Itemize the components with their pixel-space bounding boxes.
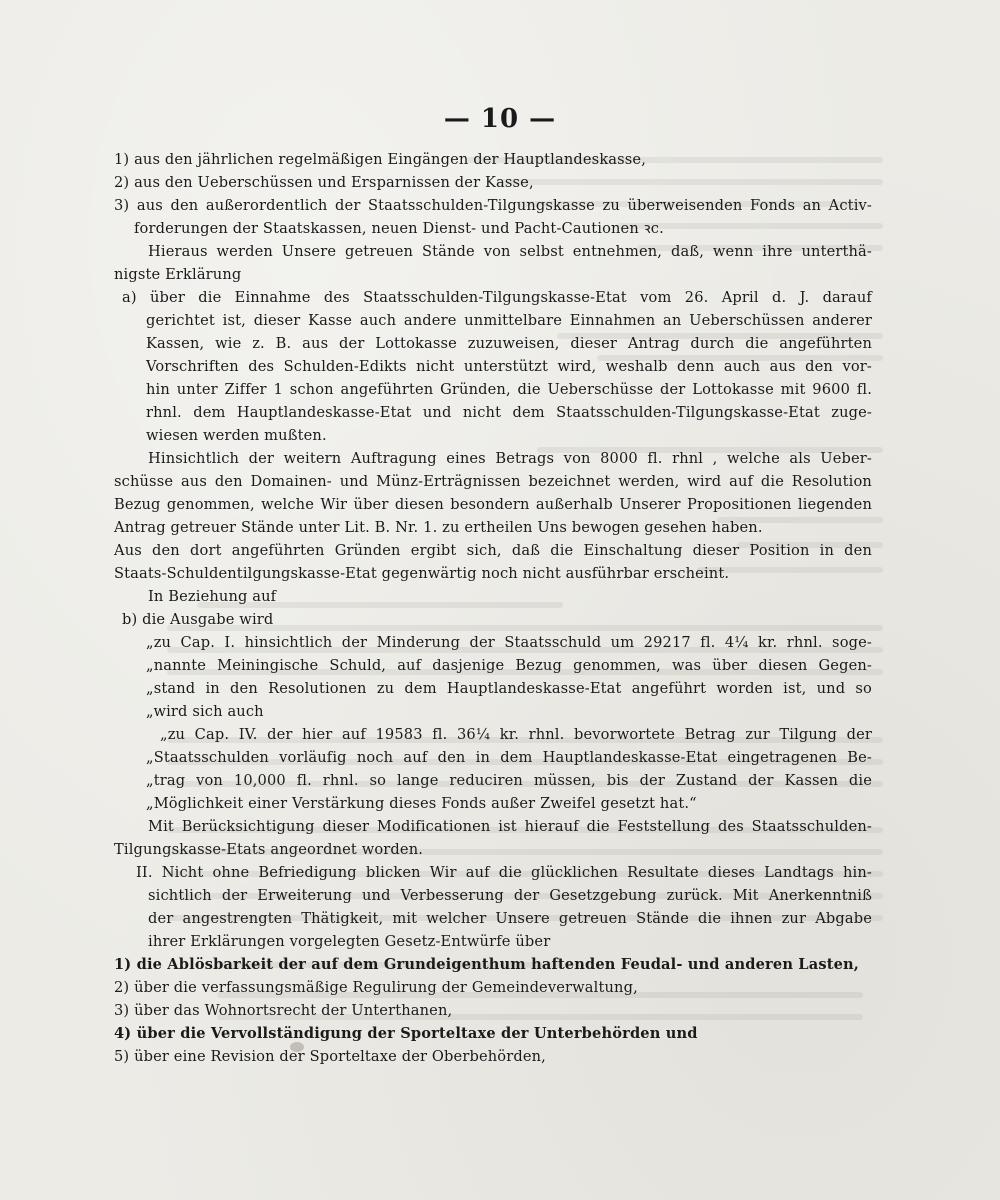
text-line: schüsse aus den Domainen- und Münz-Erträgnissen bezeichnet werden, wird auf die Resolution [114,473,872,490]
text-line: 3) über das Wohnortsrecht der Unterthanen, [114,1002,453,1019]
text-line: nigste Erklärung [114,266,242,283]
text-line: sichtlich der Erweiterung und Verbesserung der Gesetzgebung zurück. Mit Anerkenntniß [148,887,872,904]
text-line: wiesen werden mußten. [146,427,327,444]
page-number: — 10 — [443,104,557,134]
text-line: „trag von 10,000 fl. rhnl. so lange reduciren müssen, bis der Zustand der Kassen die [146,772,872,789]
text-line: „zu Cap. I. hinsichtlich der Minderung der Staatsschuld um 29217 fl. 4¼ kr. rhnl. soge- [146,634,872,651]
text-line: Kassen, wie z. B. aus der Lottokasse zuzuweisen, dieser Antrag durch die angeführten [146,335,872,352]
text-line: gerichtet ist, dieser Kasse auch andere unmittelbare Einnahmen an Ueberschüssen anderer [146,312,872,329]
text-line: a) über die Einnahme des Staatsschulden-Tilgungskasse-Etat vom 26. April d. J. darauf [122,289,872,306]
text-line: „stand in den Resolutionen zu dem Hauptlandeskasse-Etat angeführt worden ist, und so [146,680,872,697]
text-line: 5) über eine Revision der Sporteltaxe der Oberbehörden, [114,1048,546,1065]
text-line: Staats-Schuldentilgungskasse-Etat gegenwärtig noch nicht ausführbar erscheint. [114,565,730,582]
text-line: Antrag getreuer Stände unter Lit. B. Nr. 1. zu ertheilen Uns bewogen gesehen haben. [114,519,763,536]
text-line: 1) aus den jährlichen regelmäßigen Eingängen der Hauptlandeskasse, [114,151,647,168]
text-line: 1) die Ablösbarkeit der auf dem Grundeigenthum haftenden Feudal- und anderen Lasten, [114,956,860,973]
text-line: Hieraus werden Unsere getreuen Stände von selbst entnehmen, daß, wenn ihre unterthä- [148,243,872,260]
text-line: Vorschriften des Schulden-Edikts nicht unterstützt wird, weshalb denn auch aus den vor- [146,358,872,375]
text-line: „wird sich auch [146,703,264,720]
text-line: „Staatsschulden vorläufig noch auf den in dem Hauptlandeskasse-Etat eingetragenen Be- [146,749,872,766]
text-line: 2) aus den Ueberschüssen und Ersparnissen der Kasse, [114,174,534,191]
text-line: Mit Berücksichtigung dieser Modificationen ist hierauf die Feststellung des Staatsschulden- [148,818,872,835]
text-line: ihrer Erklärungen vorgelegten Gesetz-Entwürfe über [148,933,551,950]
text-line: b) die Ausgabe wird [122,611,274,628]
text-line: 4) über die Vervollständigung der Sporteltaxe der Unterbehörden und [114,1025,698,1042]
text-line: 2) über die verfassungsmäßige Regulirung der Gemeindeverwaltung, [114,979,638,996]
text-line: „Möglichkeit einer Verstärkung dieses Fonds außer Zweifel gesetzt hat.“ [146,795,697,812]
text-line: Bezug genommen, welche Wir über diesen besondern außerhalb Unserer Propositionen liegenden [114,496,872,513]
text-line: rhnl. dem Hauptlandeskasse-Etat und nicht dem Staatsschulden-Tilgungskasse-Etat zuge- [146,404,872,421]
text-line: In Beziehung auf [148,588,277,605]
text-line: 3) aus den außerordentlich der Staatsschulden-Tilgungskasse zu überweisenden Fonds an Activ- [114,197,872,214]
text-line: II. Nicht ohne Befriedigung blicken Wir auf die glücklichen Resultate dieses Landtags hin- [136,864,872,881]
text-line: „zu Cap. IV. der hier auf 19583 fl. 36¼ kr. rhnl. bevorwortete Betrag zur Tilgung der [160,726,872,743]
text-line: Hinsichtlich der weitern Auftragung eines Betrags von 8000 fl. rhnl , welche als Ueber- [148,450,872,467]
text-line: der angestrengten Thätigkeit, mit welcher Unsere getreuen Stände die ihnen zur Abgabe [148,910,872,927]
ink-blot [290,1042,304,1052]
text-line: forderungen der Staatskassen, neuen Dienst- und Pacht-Cautionen ꝛc. [134,220,664,237]
text-line: hin unter Ziffer 1 schon angeführten Gründen, die Ueberschüsse der Lottokasse mit 9600 fl. [146,381,872,398]
text-line: „nannte Meiningische Schuld, auf dasjenige Bezug genommen, was über diesen Gegen- [146,657,872,674]
text-line: Tilgungskasse-Etats angeordnet worden. [114,841,424,858]
text-line: Aus den dort angeführten Gründen ergibt sich, daß die Einschaltung dieser Position in den [114,542,872,559]
